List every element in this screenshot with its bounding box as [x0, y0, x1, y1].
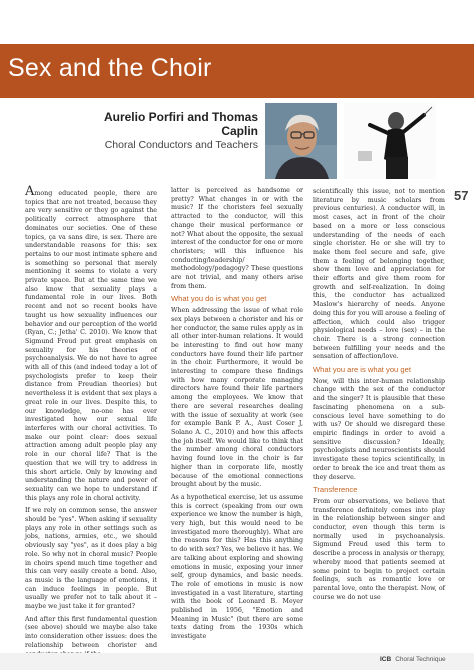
text-column-1	[25, 184, 157, 663]
author-affiliation: Choral Conductors and Teachers	[104, 139, 258, 151]
paragraph: latter is perceived as handsome or pretty? What changes in or with the music? If the choristers feel sexually attracted to the conductor, will this change their musical performance or not? What about the opposite, the sexual interest of the conductor for one or more choristers; will this influence his conducting/leadership/ methodology/pedagogy? These questions are not trivial, and many others arise from them.	[171, 187, 303, 290]
paragraph: When addressing the issue of what role sex plays between a chorister and his or her conductor, the same rules apply as in all other inter-human relations. It would be interesting to find out how many conductors have found their life partner in the choir. Furthermore, it would be interesting to compare these findings with how many corporate managing directors have found their life partners among the employees. We know that there are several researches dealing with the issue of sexuality at work (see for example Bank P. A., Aust Coser J, Solano A. C., 2010) and how this affects the job itself. We would like to think that the number among choral conductors having found love in the choir is far higher than in corporate life, mostly because of the emotional connections brought about by the music.	[171, 307, 303, 489]
paragraph: As a hypothetical exercise, let us assume this is correct (speaking from our own experience we know the number is high, very high, but this would need to be investigated more thoroughly). What are the reasons for this? Has this anything to do with sex? Yes, we believe it has. We are talking about exploring and showing emotions in music, exposing your inner self, group dynamics, and basic needs. The role of emotions in music is now investigated in a vast literature, starting with the book of Leonard B. Meyer published in 1956, "Emotion and Meaning in Music" (but there are some texts dating from the 1930s which investigate	[171, 493, 303, 641]
page-number: 57	[454, 188, 469, 203]
portrait-photo	[265, 103, 337, 179]
title-banner	[0, 44, 474, 98]
footer-section: Choral Technique	[395, 656, 446, 663]
author-block	[96, 110, 258, 151]
text-column-3	[313, 188, 445, 606]
section-heading: Transference	[313, 485, 358, 495]
footer	[380, 656, 446, 663]
section-heading: What you are is what you get	[313, 365, 411, 375]
paragraph: Now, will this inter-human relationship change with the sex of the conductor and the singer? It is plausible that these fascinating phenomena on a sub-conscious level have something to do with us? Or should we disregard these empiric findings in order to avoid a sensitive discussion? Ideally, psychologists and neuroscientists should investigate these topics scientifically, in order to break the ice and treat them as they deserve.	[313, 377, 445, 481]
paragraph: Among educated people, there are topics that are not treated, because they are very sensitive or they go against the politically correct atmosphere that dominates our societies. One of these topics, ça va sans dire, is sex. There are understandable reasons for this: sex pertains to our most intimate sphere and is something so personal that merely mentioning it seems to violate a very private space. But at the same time we also know that sexuality plays a fundamental role in our lives. Both recent and not so recent books have taught us how sexuality influences our behavior and our perception of the world (Ryan, C.; Jetha' C. 2010). We know that Sigmund Freud put great emphasis on sexuality for his theories of psychoanalysis. We do not have to agree with all of this (and indeed today a lot of psychologists prefer to keep their distance from Freudian theories) but nevertheless it is evident that sex plays a great role in our lives. Despite this, to our knowledge, no-one has ever investigated how our sexual life interferes with our choral activities. To make our point clear: does sexual attraction among adult people play any role in our choral life? That is the question that we will try to address in this short article. Only by knowing and understanding the nature and power of sexuality can we hope to understand if this plays any role in choral activity.	[25, 184, 157, 502]
author-names: Aurelio Porfiri and Thomas Caplin	[103, 110, 258, 138]
footer-issue: ICB	[380, 656, 392, 663]
section-heading: What you do is what you get	[171, 294, 267, 304]
paragraph: If we rely on common sense, the answer should be "yes". When asking if sexuality plays any role in other settings such as jobs, nations, armies, etc., we should obviously say "yes", as it does play a big role. So why not in choral music? People in choirs spend much time together and this can very easily create a bond. Also, as music is the language of emotions, it can induce feelings in people. But usually we prefer not to talk about it – maybe we just take it for granted?	[25, 507, 157, 611]
article-title: Sex and the Choir	[8, 54, 212, 82]
conducting-photo	[344, 103, 436, 179]
paragraph: scientifically this issue, not to mention literature by music scholars from previous centuries). A conductor will, in most cases, act in front of the choir based on a more or less conscious understanding of the needs of each single chorister. He or she will try to make them feel secure and safe, give them a feeling of belonging together, show them love and appreciation for their efforts and give them room for growth and self-realization. In doing this, the conductor has actualized Maslow's hierarchy of needs. Anyone doing this for you will arouse a feeling of affection, which could also trigger physiological needs – love (sex) – in the choir. There is a strong connection between fulfilling your needs and the sensation of affection/love.	[313, 188, 445, 361]
paragraph: From our observations, we believe that transference definitely comes into play in the relationship between singer and conductor, even though this term is normally used in psychoanalysis. Sigmund Freud used this term to describe a process in analysis or therapy, whereby mood that patients seemed at some point to begin to project certain feelings, such as romantic love or parental love, onto the therapist. Now, of course we do not use	[313, 497, 445, 601]
paragraph: And after this first fundamental question (see above) should we maybe also take into consideration other issues: does the relationship between chorister and	[25, 615, 157, 649]
text-column-2	[171, 187, 303, 646]
